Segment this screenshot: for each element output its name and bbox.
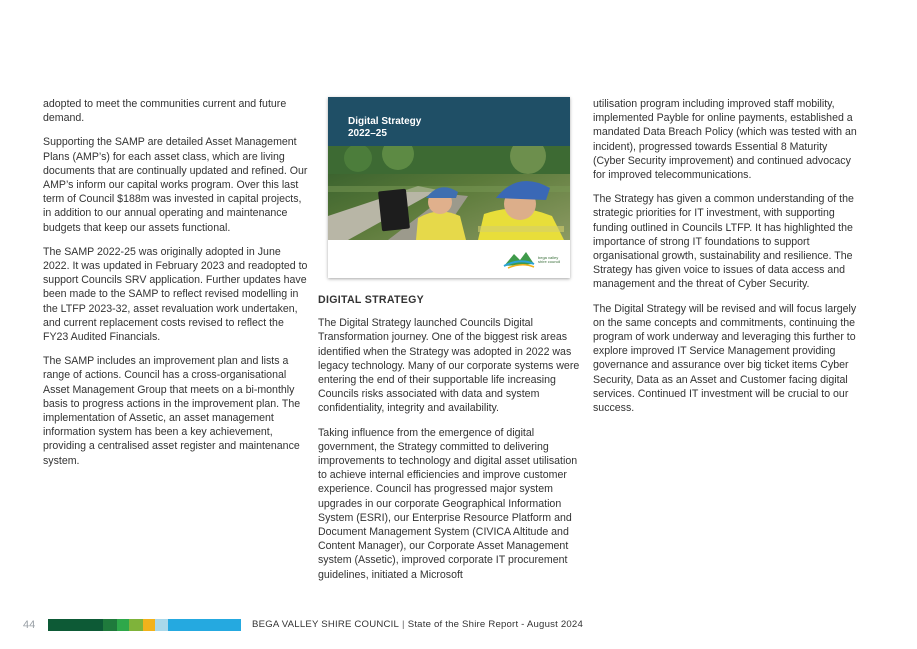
paragraph: The SAMP 2022-25 was originally adopted in June 2022. It was updated in February 2023 and readopted to support Councils SRV application. Further updates have been made to the SAMP to reflect revised modelling in the LTFP 2023-32, asset revaluation work undertaken, and current replacement costs revised to reflect the FY23 Audited Financials. [43,245,308,344]
digital-strategy-cover-image [328,97,570,278]
section-heading: DIGITAL STRATEGY [318,294,425,306]
footer-color-bar [48,619,241,631]
color-segment [155,619,168,631]
paragraph: Supporting the SAMP are detailed Asset Management Plans (AMP’s) for each asset class, which are living documents that are continually updated and refined. Our AMP’s inform our capital works program. Over this last term of Council $188m was invested in capital projects, in addition to our annual operating and maintenance budgets that keep our assets functional. [43,136,308,234]
cover-title [348,116,421,140]
page-number: 44 [23,619,36,631]
footer-organisation: BEGA VALLEY SHIRE COUNCIL [252,619,400,630]
color-segment [143,619,155,631]
paragraph: The Digital Strategy launched Councils Digital Transformation journey. One of the biggest risk areas identified when the Strategy was adopted in 2022 was legacy technology. Many of our corporate systems were entering the end of their supportable life increasing Councils risks associated with data and system confidentiality, integrity and availability. [318,317,580,415]
paragraph: adopted to meet the communities current and future demand. [43,98,287,125]
paragraph: utilisation program including improved staff mobility, implemented Payble for online payments, established a mandated Data Breach Policy (which was tested with an incident), progressed towards Essential 8 Maturity (Cyber Security improvement) and continued advocacy for improved telecommunications. [593,98,857,182]
color-segment [129,619,143,631]
council-logo-text: bega valley shire council [538,255,561,264]
text-column-2 [318,293,580,592]
cover-photo [328,146,570,240]
cover-footer [328,240,570,278]
council-logo-mark [328,240,570,278]
footer-separator: | [402,619,405,630]
color-segment [168,619,241,631]
text-column-3 [593,97,859,425]
color-segment [103,619,117,631]
cover-title-line-1: Digital Strategy [348,116,422,127]
color-segment [48,619,103,631]
paragraph: The Strategy has given a common understanding of the strategic priorities for IT investment, with supporting funding outlined in Councils LTFP. It has highlighted the importance of strong IT foundations to support organisational growth, sustainability and resilience. The Strategy has given voice to issues of data access and management and the threat of Cyber Security. [593,193,854,291]
footer-text [252,619,583,630]
color-segment [117,619,129,631]
paragraph: Taking influence from the emergence of digital government, the Strategy committed to delivering improvements to technology and digital asset utilisation to achieve internal efficiencies and improve customer experience. Council has progressed major system upgrades in our corporate Geographical Information System (ESRI), our Enterprise Resource Platform and Document Management System (CIVICA Altitude and Content Manager), our Corporate Asset Management system (Assetic), improved corporate IT procurement guidelines, initiated a Microsoft [318,426,578,581]
text-column-1 [43,97,309,478]
cover-title-line-2: 2022–25 [348,128,387,139]
footer-report-title: State of the Shire Report - August 2024 [407,619,583,630]
workers-photo-illustration [328,146,570,240]
paragraph: The SAMP includes an improvement plan and lists a range of actions. Council has a cross-organisational Asset Management Group that meets on a bi-monthly basis to progress actions in the improvement plan. The implementation of Assetic, an asset management information system has been a key achievement, providing a centralised asset register and maintenance system. [43,355,301,467]
paragraph: The Digital Strategy will be revised and will focus largely on the same concepts and commitments, continuing the program of work underway and leveraging this further to explore improved IT Service Management providing governance and assurance over big ticket items Cyber Security, Data as an Asset and Customer facing digital services. Continued IT investment will be crucial to our success. [593,302,857,415]
